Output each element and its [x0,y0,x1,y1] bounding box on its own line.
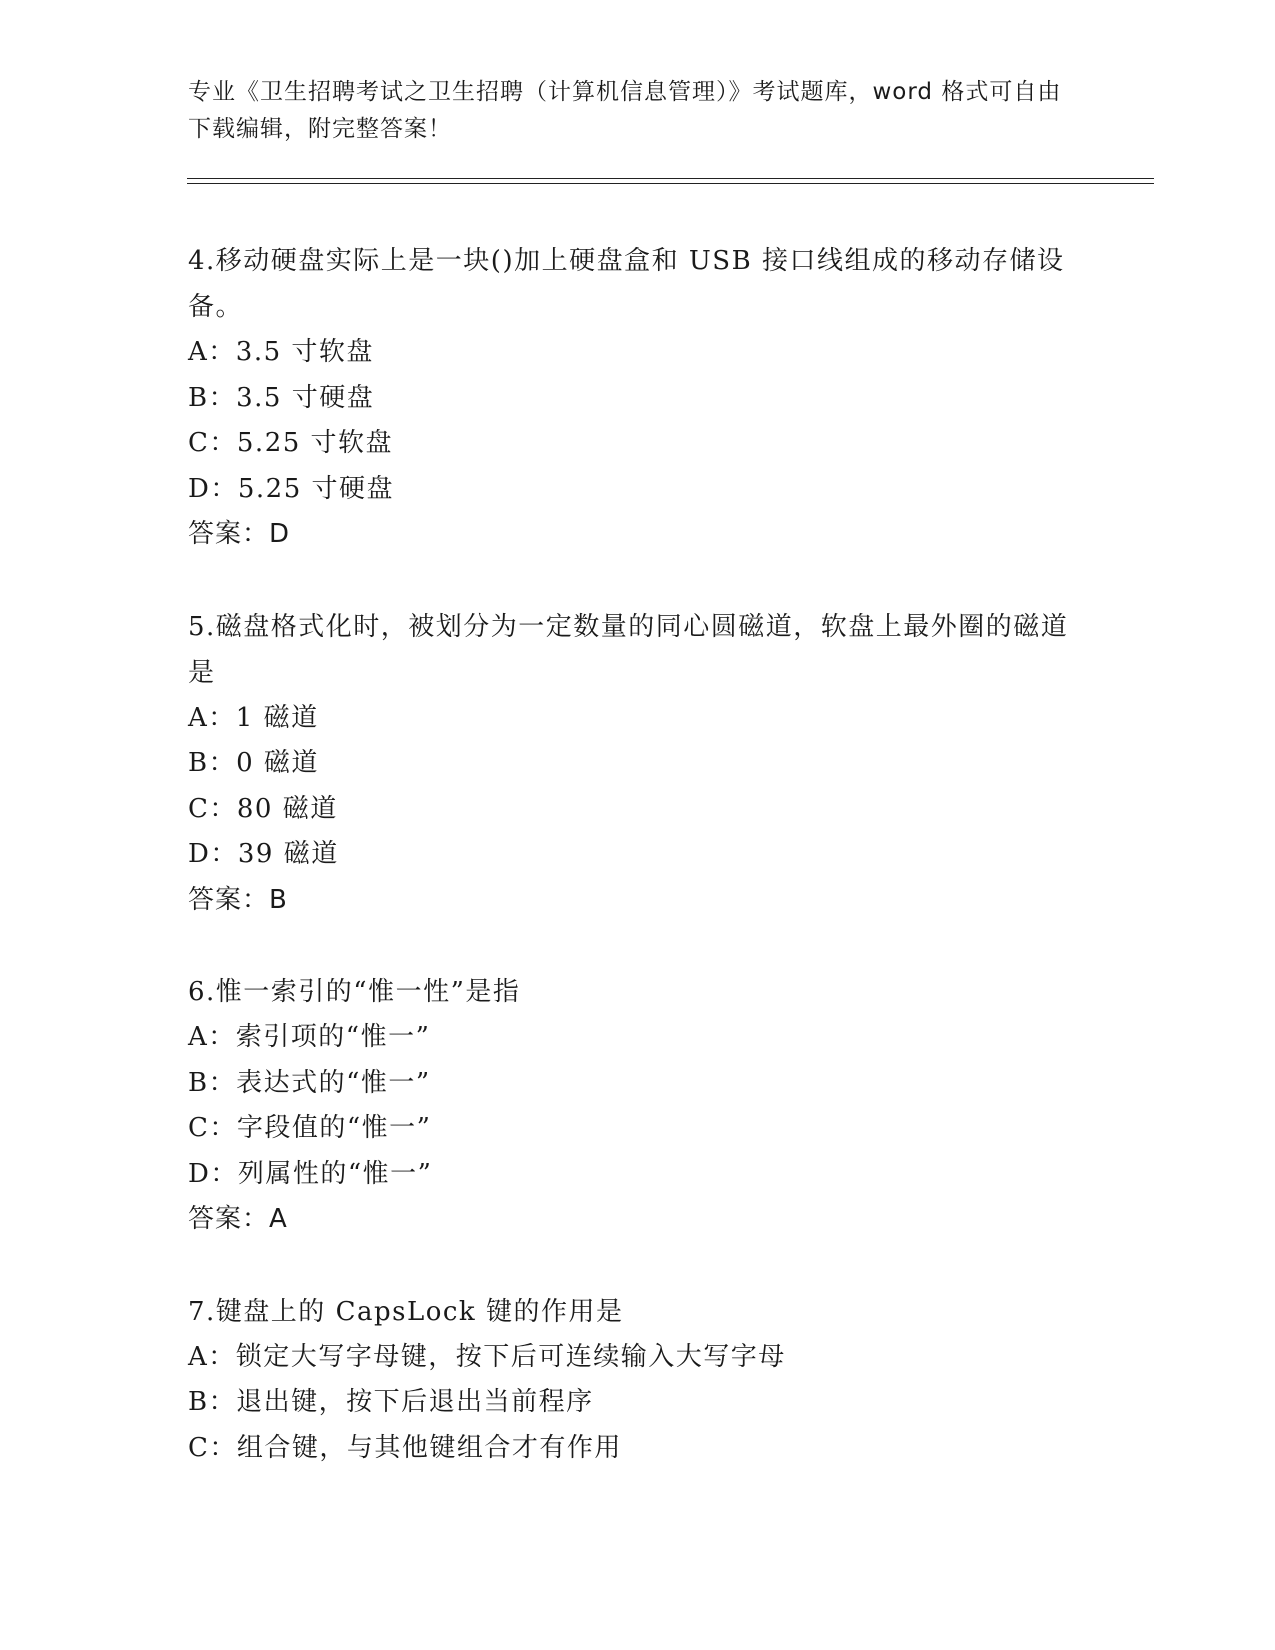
question-stem: 5.磁盘格式化时，被划分为一定数量的同心圆磁道，软盘上最外圈的磁道是 [188,611,1069,688]
question-7 [188,1289,1088,1472]
option-b: B：0 磁道 [188,748,319,778]
question-stem: 6.惟一索引的“惟一性”是指 [188,977,521,1007]
option-a: A：锁定大写字母键，按下后可连续输入大写字母 [188,1341,786,1372]
option-a: A：3.5 寸软盘 [188,337,374,367]
option-a: A：索引项的“惟一” [188,1022,431,1052]
header-rule-bottom [187,183,1154,184]
option-a: A：1 磁道 [188,702,319,733]
answer-line: 答案：D [188,519,291,549]
option-c: C：80 磁道 [188,793,338,824]
question-list [188,238,1088,1517]
option-b: B：3.5 寸硬盘 [188,382,375,413]
question-4 [188,238,1088,558]
option-b: B：退出键，按下后退出当前程序 [188,1387,594,1417]
header-intro: 专业《卫生招聘考试之卫生招聘（计算机信息管理）》考试题库，word 格式可自由下载编辑，附完整答案！ [188,79,1062,142]
option-d: D：5.25 寸硬盘 [188,473,395,504]
question-stem: 4.移动硬盘实际上是一块()加上硬盘盒和 USB 接口线组成的移动存储设备。 [188,246,1065,322]
option-b: B：表达式的“惟一” [188,1067,431,1098]
answer-line: 答案：B [188,884,288,915]
option-d: D：列属性的“惟一” [188,1158,433,1189]
question-5 [188,604,1088,924]
option-c: C：5.25 寸软盘 [188,428,394,458]
header-rule-top [187,178,1154,179]
option-d: D：39 磁道 [188,839,339,869]
question-stem: 7.键盘上的 CapsLock 键的作用是 [188,1296,624,1327]
question-6 [188,969,1088,1243]
option-c: C：组合键，与其他键组合才有作用 [188,1432,622,1463]
option-c: C：字段值的“惟一” [188,1113,432,1143]
answer-line: 答案：A [188,1204,288,1234]
